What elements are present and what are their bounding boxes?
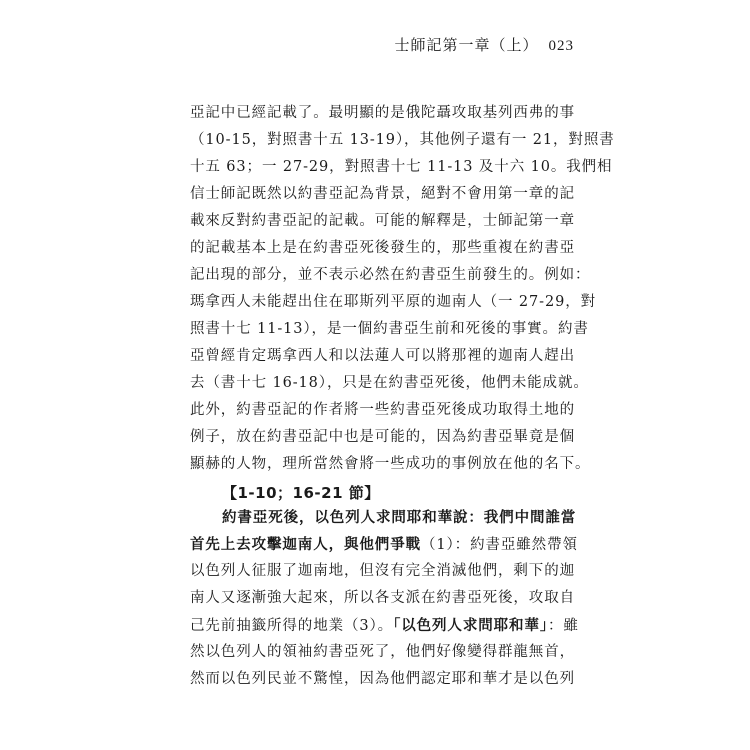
section-heading: 【1-10；16-21 節】 xyxy=(222,484,380,502)
text-run: 己先前抽籤所得的地業（3）。 xyxy=(190,618,394,634)
text-line: 十五 63；一 27-29，對照書十七 11-13 及十六 10。我們相 xyxy=(190,159,613,175)
text-line: 照書十七 11-13），是一個約書亞生前和死後的事實。約書 xyxy=(190,321,589,337)
text-line: 載來反對約書亞記的記載。可能的解釋是，士師記第一章 xyxy=(190,213,575,229)
text-line: 此外，約書亞記的作者將一些約書亞死後成功取得土地的 xyxy=(190,402,575,418)
text-line xyxy=(190,531,578,558)
text-line: 顯赫的人物，理所當然會將一些成功的事例放在他的名下。 xyxy=(190,456,591,472)
text-line: 南人又逐漸強大起來，所以各支派在約書亞死後，攻取自 xyxy=(190,590,575,606)
text-line: 亞曾經肯定瑪拿西人和以法蓮人可以將那裡的迦南人趕出 xyxy=(190,348,575,364)
text-line: 然而以色列民並不驚惶，因為他們認定耶和華才是以色列 xyxy=(190,671,575,687)
text-line: 的記載基本上是在約書亞死後發生的，那些重複在約書亞 xyxy=(190,240,575,256)
text-line: 例子，放在約書亞記中也是可能的，因為約書亞畢竟是個 xyxy=(190,429,575,445)
text-line: 信士師記既然以約書亞記為背景，絕對不會用第一章的記 xyxy=(190,186,575,202)
body-paragraph-2 xyxy=(190,504,579,693)
text-run: ：雖 xyxy=(547,618,579,634)
text-line xyxy=(190,612,579,639)
text-line: 瑪拿西人未能趕出住在耶斯列平原的迦南人（一 27-29，對 xyxy=(190,294,597,310)
text-run: （1）：約書亞雖然帶領 xyxy=(421,537,578,553)
text-line: 亞記中已經記載了。最明顯的是俄陀聶攻取基列西弗的事 xyxy=(190,105,575,121)
text-line xyxy=(190,504,575,531)
text-line: 以色列人征服了迦南地，但沒有完全消滅他們，剩下的迦 xyxy=(190,563,575,579)
bold-scripture-text: 首先上去攻擊迦南人，與他們爭戰 xyxy=(190,536,421,553)
text-line: （10-15，對照書十五 13-19），其他例子還有一 21，對照書 xyxy=(190,132,615,148)
bold-scripture-text: 「以色列人求問耶和華」 xyxy=(393,617,548,634)
text-line: 然以色列人的領袖約書亞死了，他們好像變得群龍無首， xyxy=(190,644,575,660)
body-paragraph-1 xyxy=(190,100,615,478)
text-line: 記出現的部分，並不表示必然在約書亞生前發生的。例如： xyxy=(190,267,591,283)
text-line: 去（書十七 16-18），只是在約書亞死後，他們未能成就。 xyxy=(190,375,589,391)
page-number: 023 xyxy=(548,38,574,54)
chapter-title: 士師記第一章（上） xyxy=(394,36,539,54)
running-header xyxy=(394,34,574,55)
bold-scripture-text: 約書亞死後，以色列人求問耶和華說：我們中間誰當 xyxy=(222,509,577,526)
